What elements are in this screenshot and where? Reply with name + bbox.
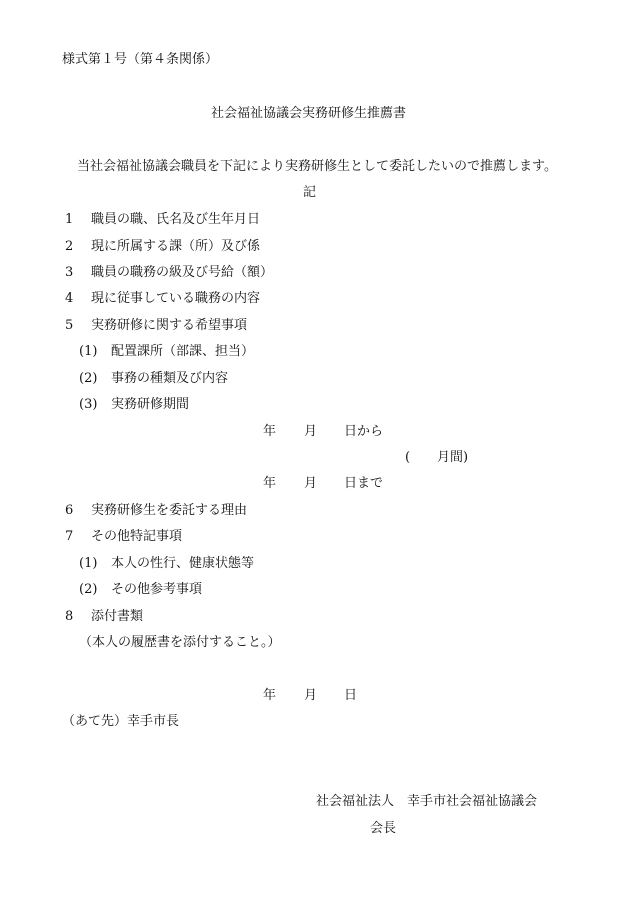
item-5-sub-3 bbox=[79, 398, 189, 411]
document-title: 社会福祉協議会実務研修生推薦書 bbox=[211, 106, 407, 121]
period-months-open: ( bbox=[405, 450, 411, 465]
date-day: 日 bbox=[344, 688, 358, 703]
item-number: 2 bbox=[65, 239, 74, 254]
item-7-sub-2 bbox=[79, 583, 202, 596]
item-8-note: （本人の履歴書を添付すること。） bbox=[79, 635, 281, 650]
sub-item-label: 本人の性行、健康状態等 bbox=[111, 556, 255, 571]
item-3 bbox=[65, 266, 273, 279]
item-label: 実務研修に関する希望事項 bbox=[91, 318, 248, 333]
period-to-month: 月 bbox=[304, 476, 318, 491]
sub-item-number: (1) bbox=[79, 556, 98, 571]
item-number: 3 bbox=[65, 265, 74, 280]
item-label: 職員の職、氏名及び生年月日 bbox=[91, 212, 261, 227]
sub-item-label: 配置課所（部課、担当） bbox=[111, 344, 255, 359]
sender-title: 会長 bbox=[370, 821, 397, 836]
period-to-year: 年 bbox=[263, 476, 277, 491]
item-2 bbox=[65, 240, 260, 253]
item-number: 4 bbox=[65, 291, 74, 306]
sub-item-number: (2) bbox=[79, 371, 98, 386]
item-1 bbox=[65, 213, 260, 226]
item-4 bbox=[65, 292, 260, 305]
item-number: 1 bbox=[65, 212, 74, 227]
item-5-sub-2 bbox=[79, 372, 228, 385]
period-from-day: 日から bbox=[344, 424, 384, 439]
date-year: 年 bbox=[263, 688, 277, 703]
item-label: 添付書類 bbox=[91, 609, 144, 624]
addressee: （あて先）幸手市長 bbox=[62, 714, 180, 729]
item-5-sub-1 bbox=[79, 345, 254, 358]
sub-item-label: 実務研修期間 bbox=[111, 397, 190, 412]
item-label: 職員の職務の級及び号給（額） bbox=[91, 265, 274, 280]
period-from-month: 月 bbox=[304, 424, 318, 439]
sender-organization: 社会福祉法人 幸手市社会福祉協議会 bbox=[316, 794, 538, 809]
item-number: 7 bbox=[65, 529, 74, 544]
sub-item-number: (3) bbox=[79, 397, 98, 412]
item-label: その他特記事項 bbox=[91, 529, 183, 544]
sub-item-number: (1) bbox=[79, 344, 98, 359]
form-number: 様式第１号（第４条関係） bbox=[62, 52, 219, 67]
item-number: 8 bbox=[65, 609, 74, 624]
sub-item-label: 事務の種類及び内容 bbox=[111, 371, 229, 386]
item-number: 6 bbox=[65, 503, 74, 518]
item-number: 5 bbox=[65, 318, 74, 333]
sub-item-number: (2) bbox=[79, 582, 98, 597]
intro-text: 当社会福祉協議会職員を下記により実務研修生として委託したいので推薦します。 bbox=[77, 159, 557, 174]
sub-item-label: その他参考事項 bbox=[111, 582, 203, 597]
period-from-year: 年 bbox=[263, 424, 277, 439]
period-months-label: 月間) bbox=[437, 450, 469, 465]
item-7 bbox=[65, 530, 182, 543]
date-month: 月 bbox=[304, 688, 318, 703]
period-to-day: 日まで bbox=[344, 476, 384, 491]
ki-label: 記 bbox=[303, 185, 317, 200]
item-7-sub-1 bbox=[79, 557, 254, 570]
item-label: 現に所属する課（所）及び係 bbox=[91, 239, 261, 254]
item-label: 実務研修生を委託する理由 bbox=[91, 503, 248, 518]
item-label: 現に従事している職務の内容 bbox=[91, 291, 261, 306]
item-5 bbox=[65, 319, 247, 332]
item-8 bbox=[65, 610, 143, 623]
item-6 bbox=[65, 504, 247, 517]
